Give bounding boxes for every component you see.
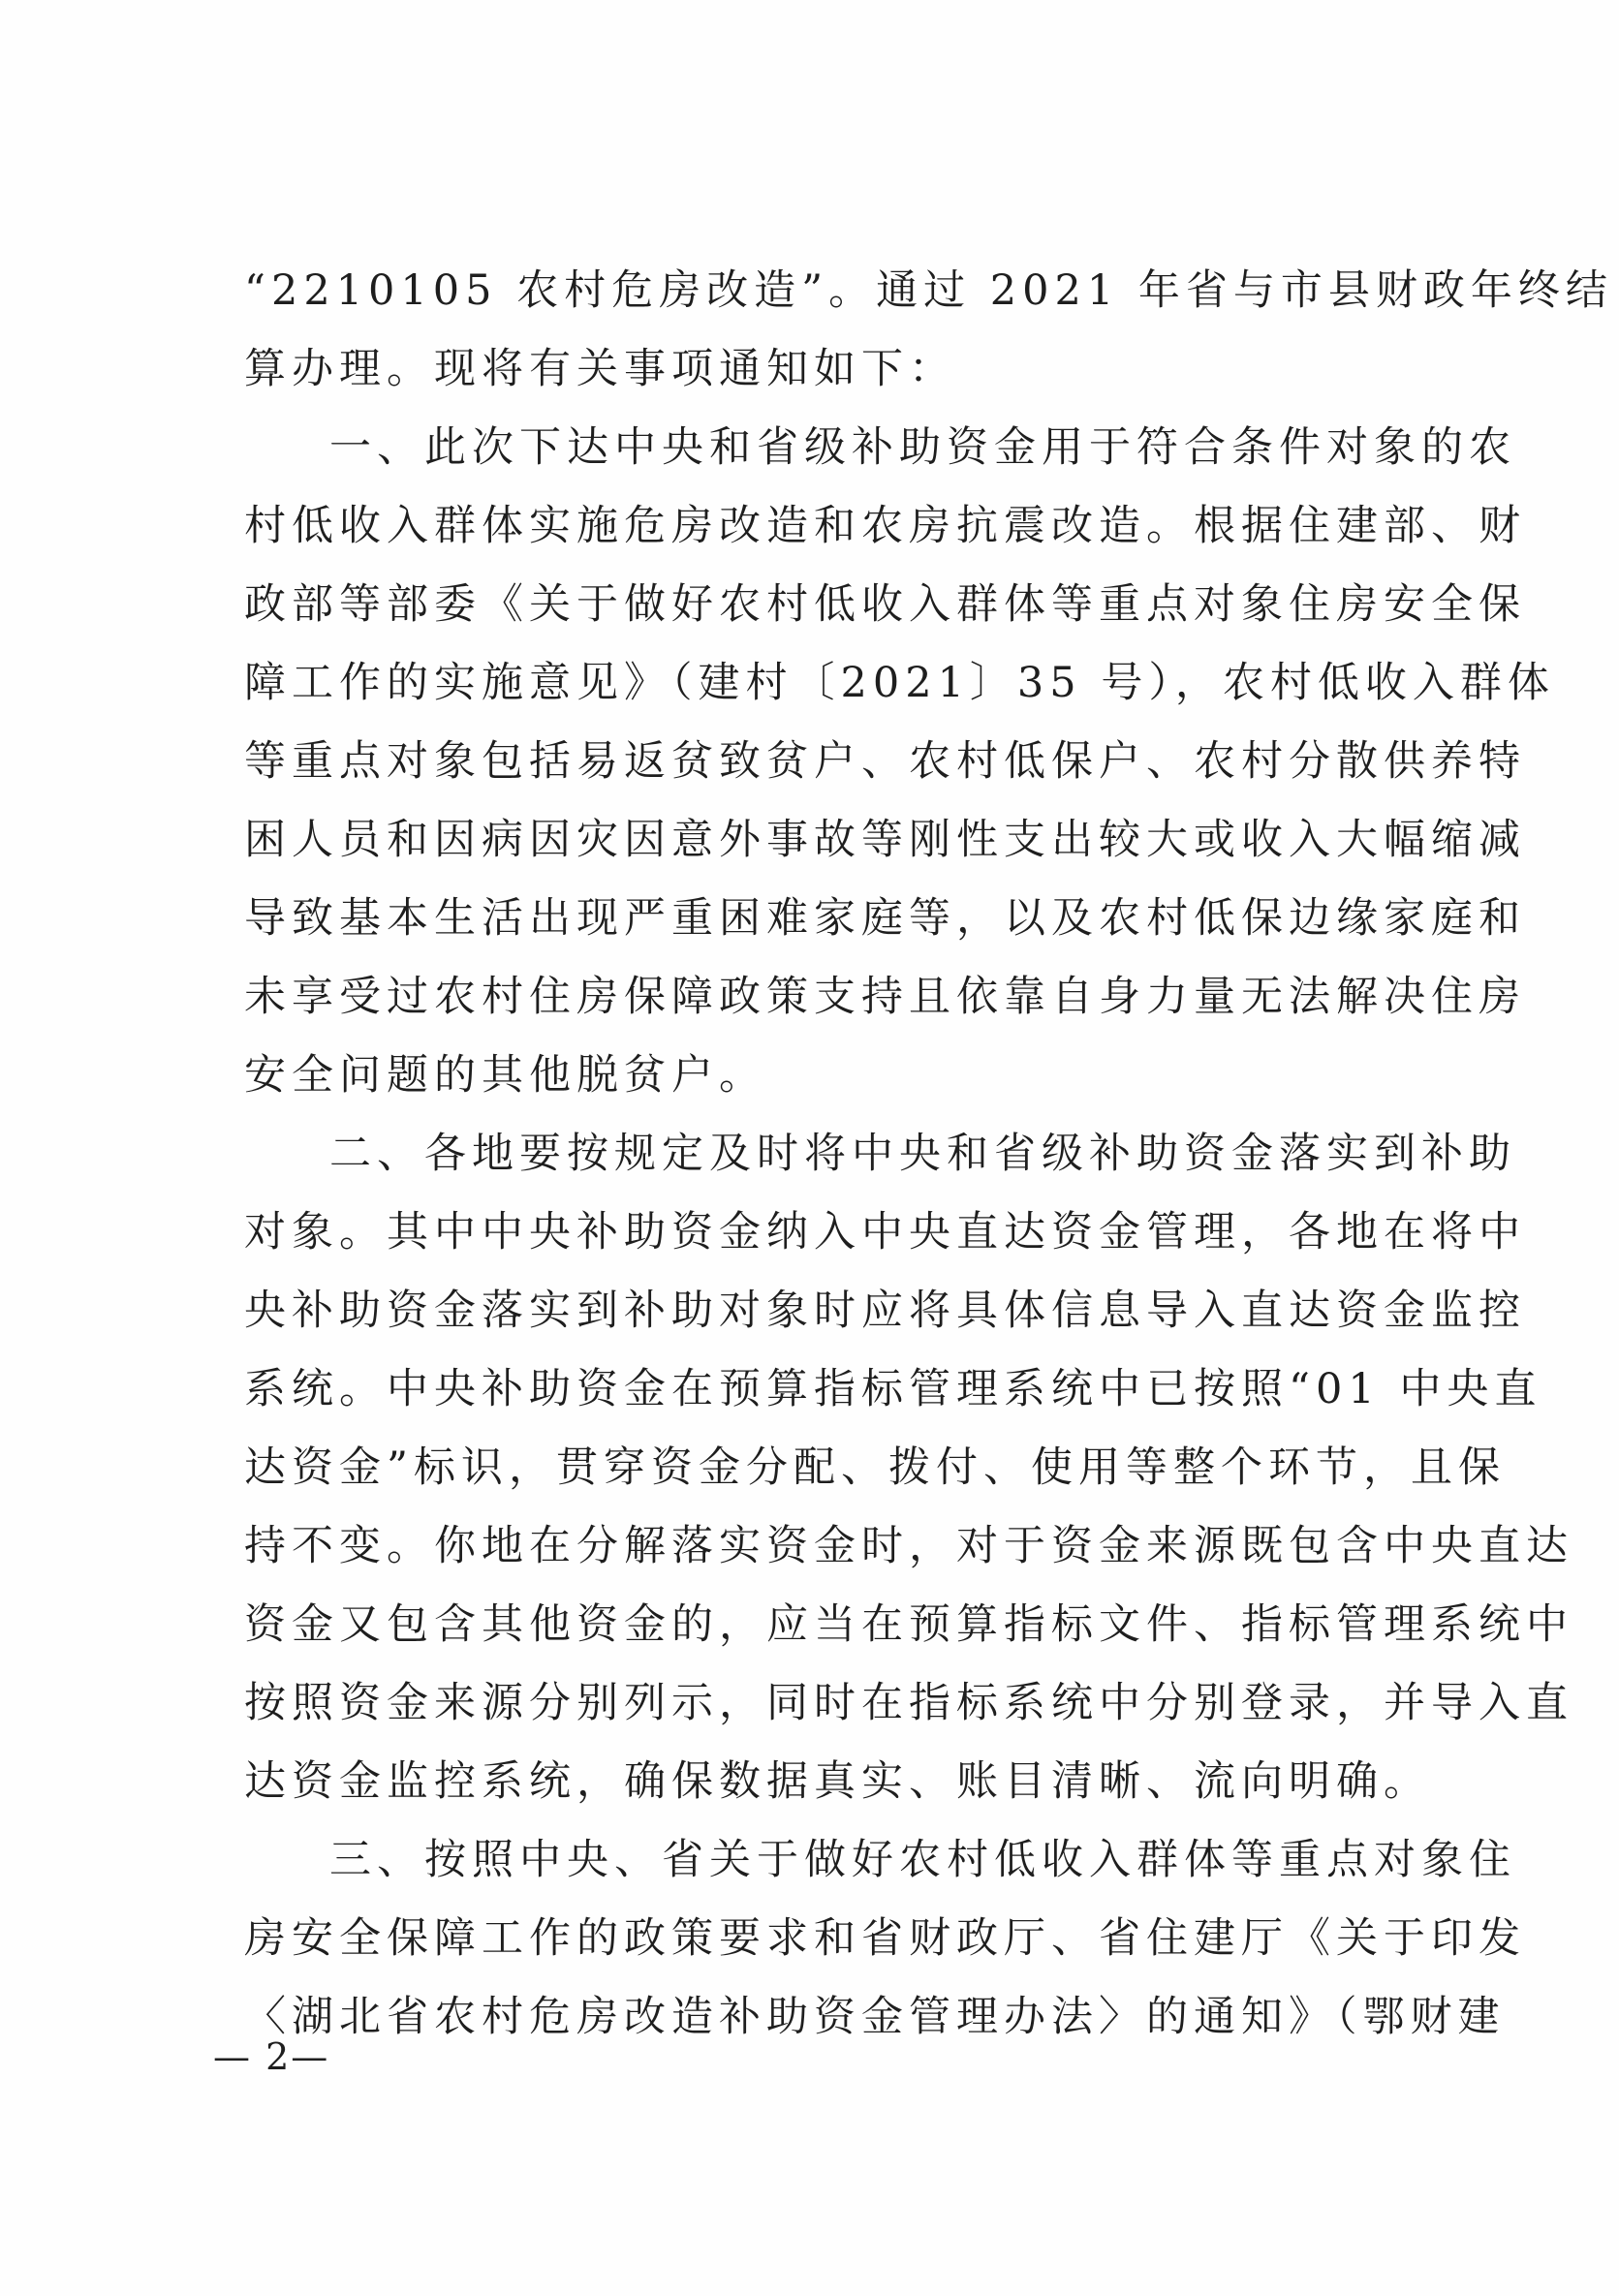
paragraph-1-line-8: 未享受过农村住房保障政策支持且依靠自身力量无法解决住房 xyxy=(244,973,1526,1021)
paragraph-2-line-6: 持不变。你地在分解落实资金时，对于资金来源既包含中央直达 xyxy=(244,1522,1573,1570)
paragraph-3-line-3: 〈湖北省农村危房改造补助资金管理办法〉的通知》（鄂财建 xyxy=(244,1993,1506,2041)
paragraph-1-line-4: 障工作的实施意见》（建村〔2021〕35 号），农村低收入群体 xyxy=(244,659,1555,707)
paragraph-2-line-7: 资金又包含其他资金的，应当在预算指标文件、指标管理系统中 xyxy=(244,1600,1573,1649)
paragraph-1-line-6: 困人员和因病因灾因意外事故等刚性支出较大或收入大幅缩减 xyxy=(244,816,1526,864)
paragraph-1-line-5: 等重点对象包括易返贫致贫户、农村低保户、农村分散供养特 xyxy=(244,737,1526,786)
text-line-2: 算办理。现将有关事项通知如下： xyxy=(244,345,956,393)
paragraph-1-line-1: 一、此次下达中央和省级补助资金用于符合条件对象的农 xyxy=(329,423,1516,472)
paragraph-1-line-3: 政部等部委《关于做好农村低收入群体等重点对象住房安全保 xyxy=(244,580,1526,629)
text-line-1: “2210105 农村危房改造”。通过 2021 年省与市县财政年终结 xyxy=(244,266,1613,315)
paragraph-3-line-2: 房安全保障工作的政策要求和省财政厅、省住建厅《关于印发 xyxy=(244,1914,1526,1963)
paragraph-2-line-9: 达资金监控系统，确保数据真实、账目清晰、流向明确。 xyxy=(244,1757,1431,1806)
paragraph-1-line-9: 安全问题的其他脱贫户。 xyxy=(244,1051,766,1100)
paragraph-1-line-7: 导致基本生活出现严重困难家庭等，以及农村低保边缘家庭和 xyxy=(244,894,1526,943)
paragraph-2-line-1: 二、各地要按规定及时将中央和省级补助资金落实到补助 xyxy=(329,1130,1516,1178)
paragraph-2-line-3: 央补助资金落实到补助对象时应将具体信息导入直达资金监控 xyxy=(244,1287,1526,1335)
paragraph-2-line-8: 按照资金来源分别列示，同时在指标系统中分别登录，并导入直 xyxy=(244,1679,1573,1727)
paragraph-2-line-2: 对象。其中中央补助资金纳入中央直达资金管理，各地在将中 xyxy=(244,1208,1526,1257)
paragraph-1-line-2: 村低收入群体实施危房改造和农房抗震改造。根据住建部、财 xyxy=(244,502,1526,550)
paragraph-3-line-1: 三、按照中央、省关于做好农村低收入群体等重点对象住 xyxy=(329,1836,1516,1884)
page-number: — 2— xyxy=(213,2035,330,2078)
paragraph-2-line-4: 系统。中央补助资金在预算指标管理系统中已按照“01 中央直 xyxy=(244,1365,1542,1413)
paragraph-2-line-5: 达资金”标识，贯穿资金分配、拨付、使用等整个环节，且保 xyxy=(244,1443,1506,1492)
